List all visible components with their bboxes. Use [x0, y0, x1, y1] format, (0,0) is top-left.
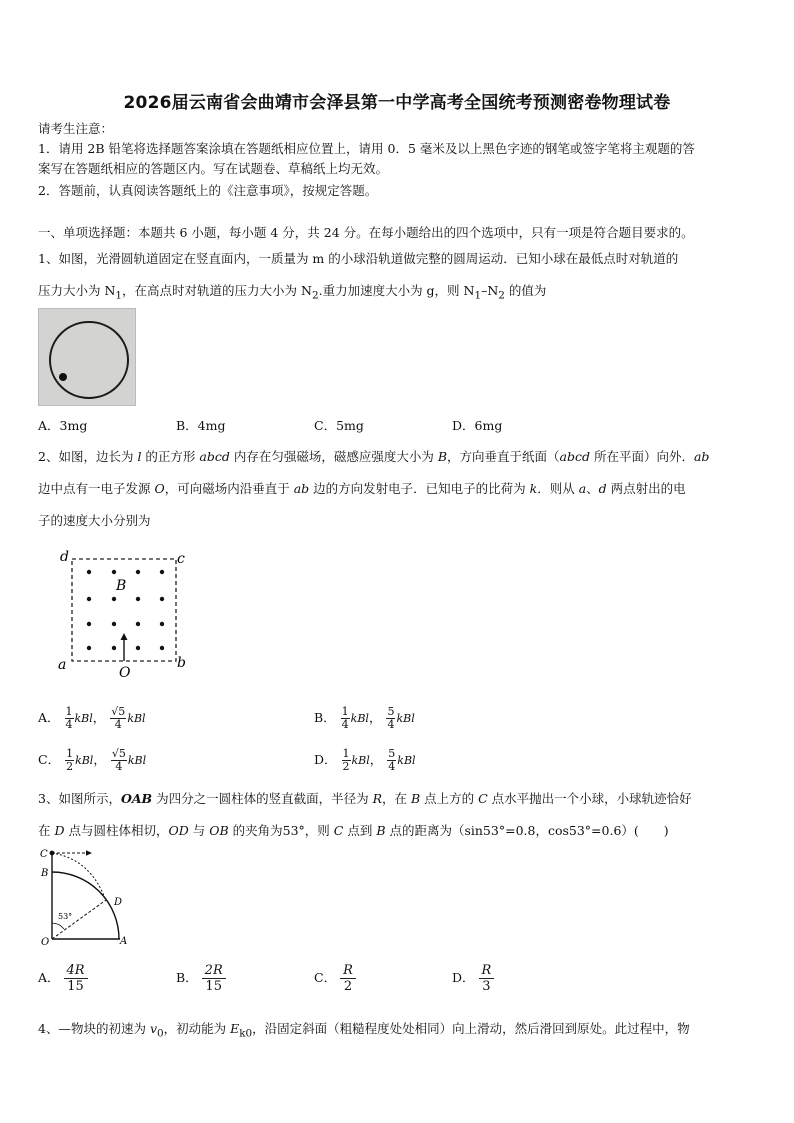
q2-line3: 子的速度大小分别为 [38, 513, 151, 528]
q1-option-b[interactable]: B．4mg [176, 418, 226, 433]
svg-text:53°: 53° [58, 912, 73, 921]
q3-option-b[interactable]: B． $\frac{2R}{15}$ [176, 963, 226, 994]
section-heading: 一、单项选择题：本题共 6 小题，每小题 4 分，共 24 分。在每小题给出的四个选项中，只有一项是符合题目要求的。 [38, 225, 694, 240]
svg-text:b: b [177, 655, 186, 671]
arrow-up-icon [121, 633, 128, 640]
q3-line2: 在 D 点与圆柱体相切，OD 与 OB 的夹角为53°，则 C 点到 B 点的距离为（sin53°=0.8，cos53°=0.6）( ) [38, 823, 669, 838]
q2-option-c[interactable]: C． $\frac{1}{2}$ kBl， $\frac{√5}{4}$ kBl [38, 747, 147, 773]
q1-option-c[interactable]: C．5mg [314, 418, 364, 433]
q2-line2: 边中点有一电子发源 O，可向磁场内沿垂直于 ab 边的方向发射电子．已知电子的比荷为 k．则从 a、d 两点射出的电 [38, 481, 686, 496]
q3-option-d[interactable]: D． $\frac{R}{3}$ [452, 963, 494, 994]
q3-option-a[interactable]: A． $\frac{4R}{15}$ [38, 963, 88, 994]
q4-line1: 4、—物块的初速为 $v_0$，初动能为 $E_{k0}$，沿固定斜面（粗糙程度处处相同）向上滑动，然后滑回到原处。此过程中，物 [38, 1021, 690, 1040]
svg-text:A: A [120, 936, 128, 947]
svg-text:O: O [119, 665, 131, 680]
notice-item-1b: 案写在答题纸相应的答题区内。写在试题卷、草稿纸上均无效。 [38, 161, 389, 176]
q2-line1: 2、如图，边长为 l 的正方形 abcd 内存在匀强磁场，磁感应强度大小为 B，方向垂直于纸面（abcd 所在平面）向外．ab [38, 449, 710, 464]
q1-option-a[interactable]: A．3mg [38, 418, 88, 433]
svg-text:a: a [58, 657, 67, 673]
notice-item-1a: 1．请用 2B 铅笔将选择题答案涂填在答题纸相应位置上，请用 0．5 毫米及以上黑色字迹的钢笔或签字笔将主观题的答 [38, 141, 695, 156]
svg-text:O: O [41, 937, 50, 948]
svg-text:B: B [41, 868, 49, 879]
q3-quarter-cylinder-figure [36, 845, 136, 949]
ball-icon [59, 373, 67, 381]
q3-line1: 3、如图所示，OAB 为四分之一圆柱体的竖直截面，半径为 R，在 B 点上方的 C 点水平抛出一个小球，小球轨迹恰好 [38, 791, 692, 806]
svg-text:B: B [116, 578, 127, 594]
arrow-right-icon [86, 850, 92, 856]
q3-option-c[interactable]: C． $\frac{R}{2}$ [314, 963, 356, 994]
q1-line1: 1、如图，光滑圆轨道固定在竖直面内，一质量为 m 的小球沿轨道做完整的圆周运动．已知小球在最低点时对轨道的 [38, 251, 679, 266]
svg-text:d: d [60, 549, 69, 565]
q2-option-a[interactable]: A． $\frac{1}{4}$ kBl， $\frac{√5}{4}$ kBl [38, 705, 146, 731]
svg-text:c: c [177, 551, 185, 567]
q2-magnetic-field-figure [50, 545, 200, 680]
page-title: 2026届云南省会曲靖市会泽县第一中学高考全国统考预测密卷物理试卷 [123, 93, 671, 113]
svg-text:D: D [114, 897, 123, 908]
notice-item-2: 2．答题前，认真阅读答题纸上的《注意事项》，按规定答题。 [38, 183, 378, 198]
notice-heading: 请考生注意： [38, 121, 114, 136]
q2-option-d[interactable]: D． $\frac{1}{2}$ kBl， $\frac{5}{4}$ kBl [314, 747, 416, 773]
q1-circle-track-figure [38, 308, 136, 406]
q1-line2: 压力大小为 $N_1$，在高点时对轨道的压力大小为 $N_2$.重力加速度大小为 g，则 $N_1-N_2$ 的值为 [38, 283, 547, 302]
q2-option-b[interactable]: B． $\frac{1}{4}$ kBl， $\frac{5}{4}$ kBl [314, 705, 415, 731]
svg-text:C: C [40, 849, 48, 860]
q1-option-d[interactable]: D．6mg [452, 418, 503, 433]
